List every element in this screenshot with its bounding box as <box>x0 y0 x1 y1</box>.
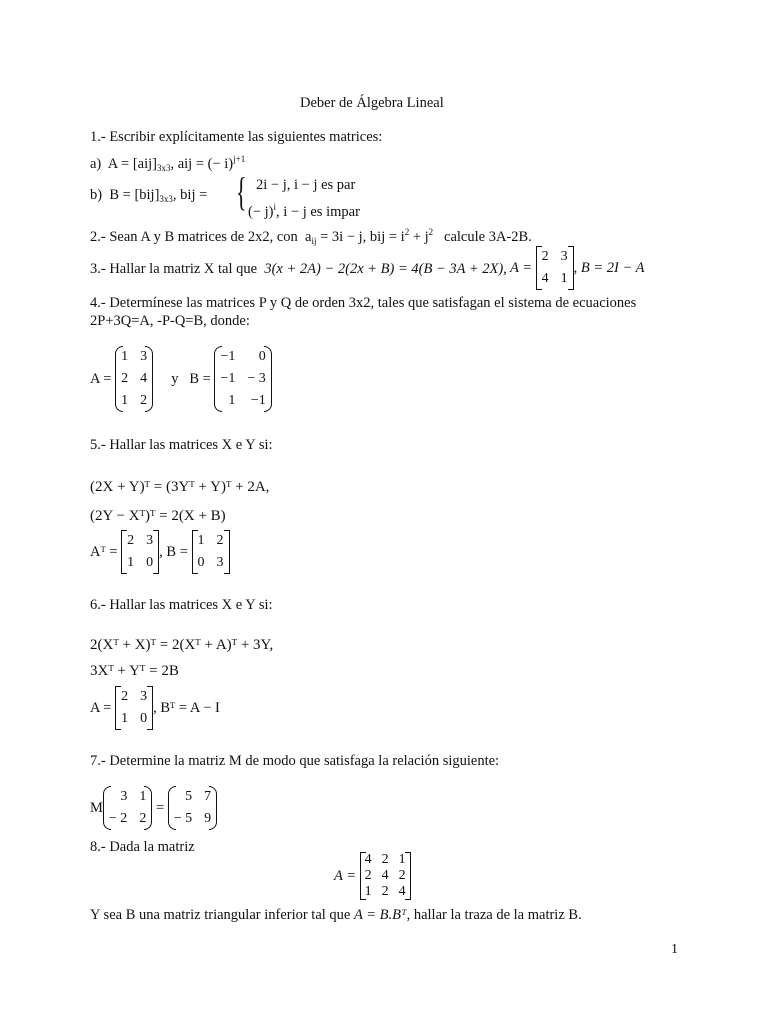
problem-3-text: 3.- Hallar la matriz X tal que <box>90 261 258 277</box>
problem-4-matrix-a <box>115 346 153 412</box>
matrix-row <box>360 884 411 900</box>
matrix-cell: 4 <box>398 884 406 899</box>
problem-6-tail: , Bᵀ = A − I <box>153 700 220 716</box>
matrix-cell: 2 <box>121 371 129 386</box>
matrix-cell: 2 <box>216 533 224 548</box>
page-number: 1 <box>671 942 678 957</box>
problem-1a-sub: 3x3 <box>156 163 171 173</box>
matrix-cell: 1 <box>121 349 129 364</box>
problem-1a <box>90 150 245 177</box>
matrix-cell: −1 <box>220 349 236 364</box>
problem-2-tail: calcule 3A-2B. <box>444 229 532 245</box>
matrix-cell: 2 <box>381 852 389 867</box>
problem-8-line-eq: A = B.Bᵀ <box>354 907 407 923</box>
problem-2-sup1: 2 <box>404 227 410 237</box>
matrix-cell: 3 <box>140 689 148 704</box>
problem-8-matrix-group <box>334 852 411 900</box>
problem-4-line1: 4.- Determínese las matrices P y Q de orden 3x2, tales que satisfagan el sistema de ecuaciones <box>90 295 637 311</box>
problem-5-matrix-at <box>121 530 159 574</box>
problem-2-expr-sub: ij <box>311 236 317 246</box>
problem-6-matrices <box>90 686 220 730</box>
matrix-cell: 0 <box>197 555 205 570</box>
problem-1a-sup: j+1 <box>233 154 246 164</box>
matrix-cell: 4 <box>140 371 148 386</box>
matrix-cell: 0 <box>258 349 266 364</box>
problem-5-at-label: Aᵀ = <box>90 544 118 560</box>
matrix-cell: 5 <box>185 789 193 804</box>
problem-5-eq2: (2Y − Xᵀ)ᵀ = 2(X + B) <box>90 508 226 524</box>
problem-4-matrices <box>90 346 272 412</box>
matrix-cell: 2 <box>127 533 135 548</box>
matrix-cell: − 2 <box>108 811 128 826</box>
matrix-cell: 3 <box>120 789 128 804</box>
problem-2 <box>90 223 532 250</box>
matrix-cell: 4 <box>381 868 389 883</box>
problem-1b-sub: 3x3 <box>159 194 173 204</box>
problem-2-text: 2.- Sean A y B matrices de 2x2, con <box>90 229 298 245</box>
problem-1b-expr: B = [bij] <box>109 187 160 203</box>
matrix-cell: −1 <box>220 371 236 386</box>
problem-6-matrix-a <box>115 686 153 730</box>
problem-3-a-label: A = <box>510 260 533 276</box>
problem-6-eq2: 3Xᵀ + Yᵀ = 2B <box>90 663 179 679</box>
matrix-cell: 1 <box>139 789 147 804</box>
problem-7-matrix-left <box>103 786 152 830</box>
document-title: Deber de Álgebra Lineal <box>300 95 444 111</box>
matrix-cell: 1 <box>121 393 129 408</box>
matrix-cell: 1 <box>364 884 372 899</box>
problem-1b-case1: 2i − j, i − j es par <box>256 177 356 193</box>
problem-5-matrix-b <box>192 530 230 574</box>
matrix-cell: 3 <box>140 349 148 364</box>
matrix-cell: 1 <box>121 711 129 726</box>
problem-5-matrices <box>90 530 230 574</box>
problem-6-eq1: 2(Xᵀ + X)ᵀ = 2(Xᵀ + A)ᵀ + 3Y, <box>90 637 274 653</box>
matrix-cell: 0 <box>140 711 148 726</box>
matrix-cell: − 3 <box>247 371 266 386</box>
matrix-row <box>360 868 411 884</box>
problem-2-expr-b: = 3i − j, bij = i <box>316 229 405 245</box>
problem-1b-case2-cond: , i − j es impar <box>276 204 360 220</box>
problem-1b <box>90 186 207 208</box>
problem-4-a-label: A = <box>90 371 112 387</box>
matrix-cell: 2 <box>381 884 389 899</box>
problem-4-line2: 2P+3Q=A, -P-Q=B, donde: <box>90 313 250 329</box>
matrix-cell: 2 <box>398 868 406 883</box>
matrix-cell: 2 <box>139 811 147 826</box>
matrix-cell: 3 <box>146 533 154 548</box>
matrix-cell: 7 <box>204 789 212 804</box>
problem-7-heading: 7.- Determine la matriz M de modo que satisfaga la relación siguiente: <box>90 753 500 769</box>
problem-1b-brace: { <box>236 169 247 214</box>
problem-8-line-a: Y sea B una matriz triangular inferior tal que <box>90 907 354 923</box>
problem-3-matrix-a <box>536 246 574 290</box>
problem-7-equals: = <box>155 800 165 816</box>
problem-4-y: y <box>171 371 179 387</box>
problem-1b-case2-base: (− j) <box>248 204 274 220</box>
matrix-cell: − 5 <box>173 811 193 826</box>
matrix-cell: 9 <box>204 811 212 826</box>
problem-1b-case2 <box>248 198 360 221</box>
problem-3-b-part: , B = 2I − A <box>573 260 645 276</box>
matrix-cell: 2 <box>121 689 129 704</box>
problem-1b-rest: , bij = <box>172 187 208 203</box>
problem-8-matrix-a <box>360 852 411 900</box>
problem-1b-label: b) <box>90 187 103 203</box>
problem-2-expr-a: a <box>305 229 312 245</box>
problem-7-matrix-right <box>168 786 217 830</box>
problem-1a-rest: , aij = (− i) <box>170 156 234 172</box>
problem-1a-label: a) <box>90 156 102 172</box>
problem-8-line-b: , hallar la traza de la matriz B. <box>406 907 582 923</box>
problem-1-heading: 1.- Escribir explícitamente las siguientes matrices: <box>90 129 383 145</box>
problem-3-equation: 3(x + 2A) − 2(2x + B) = 4(B − 3A + 2X), <box>264 261 507 277</box>
problem-5-eq1: (2X + Y)ᵀ = (3Yᵀ + Y)ᵀ + 2A, <box>90 479 270 495</box>
problem-2-expr-c: + j <box>409 229 429 245</box>
problem-3 <box>90 260 507 278</box>
matrix-cell: 1 <box>560 271 568 286</box>
problem-8-line <box>90 906 582 924</box>
problem-6-a-label: A = <box>90 700 112 716</box>
problem-8-matrix-a-body <box>360 852 411 900</box>
problem-5-heading: 5.- Hallar las matrices X e Y si: <box>90 437 273 453</box>
matrix-cell: 4 <box>541 271 549 286</box>
problem-4-matrix-b <box>214 346 271 412</box>
matrix-cell: 3 <box>560 249 568 264</box>
matrix-cell: 1 <box>127 555 135 570</box>
matrix-cell: 2 <box>140 393 148 408</box>
problem-4-b-label: B = <box>189 371 211 387</box>
problem-8-heading: 8.- Dada la matriz <box>90 839 195 855</box>
matrix-cell: 1 <box>398 852 406 867</box>
matrix-row <box>360 852 411 868</box>
matrix-cell: −1 <box>250 393 266 408</box>
problem-2-sup2: 2 <box>428 227 434 237</box>
problem-1a-expr: A = [aij] <box>107 156 157 172</box>
matrix-cell: 2 <box>541 249 549 264</box>
matrix-cell: 3 <box>216 555 224 570</box>
matrix-cell: 4 <box>364 852 372 867</box>
problem-8-a-label: A = <box>334 868 357 884</box>
problem-5-b-label: , B = <box>159 544 188 560</box>
matrix-cell: 2 <box>364 868 372 883</box>
matrix-cell: 1 <box>197 533 205 548</box>
problem-7-m-label: M <box>90 800 103 816</box>
problem-1b-case2-sup: i <box>273 202 277 212</box>
problem-3-matrix-group <box>510 246 645 290</box>
matrix-cell: 0 <box>146 555 154 570</box>
matrix-cell: 1 <box>228 393 236 408</box>
problem-6-heading: 6.- Hallar las matrices X e Y si: <box>90 597 273 613</box>
problem-7-equation <box>90 786 217 830</box>
